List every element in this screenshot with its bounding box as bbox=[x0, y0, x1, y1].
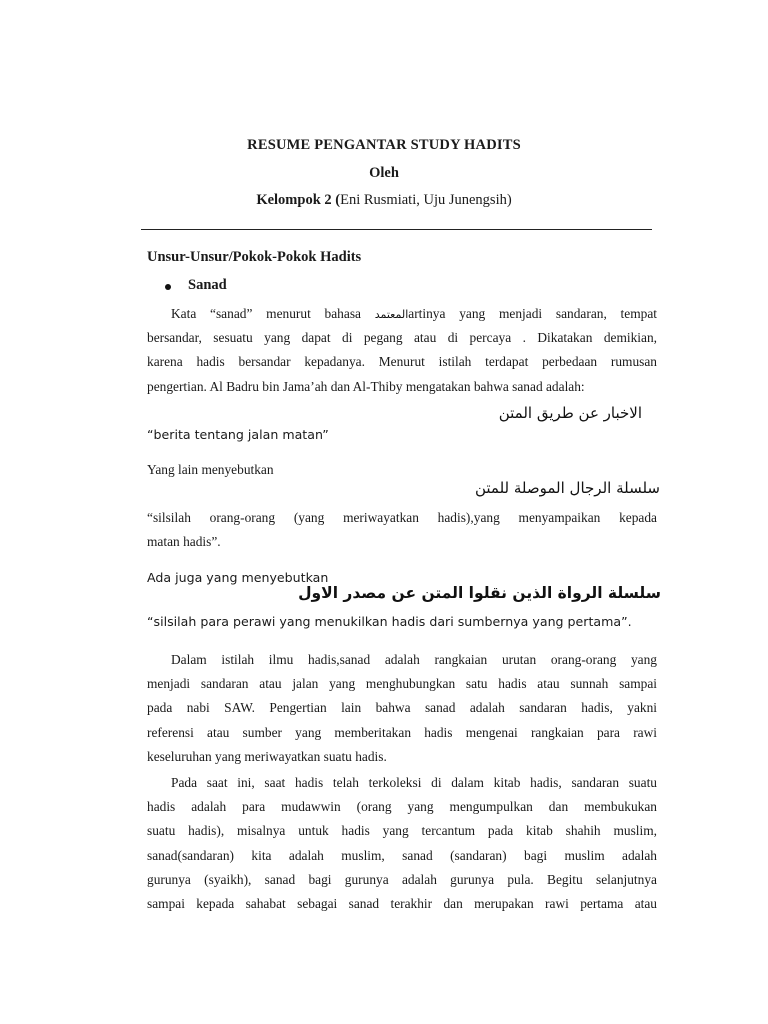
intro-definition-2: Yang lain menyebutkan bbox=[147, 462, 274, 477]
arabic-definition-1: الاخبار عن طريق المتن bbox=[498, 404, 642, 422]
intro-definition-3: Ada juga yang menyebutkan bbox=[147, 570, 329, 585]
translation-2 bbox=[147, 506, 657, 554]
author-label: Oleh bbox=[369, 165, 399, 181]
para2-line1: Dalam istilah ilmu hadis,sanad adalah rangkaian urutan orang-orang yang bbox=[171, 652, 657, 667]
para1-line3: karena hadis bersandar kepadanya. Menurut istilah terdapat perbedaan rumusan bbox=[147, 354, 657, 370]
translation-1: “berita tentang jalan matan” bbox=[147, 427, 329, 442]
translation-3: “silsilah para perawi yang menukilkan hadis dari sumbernya yang pertama”. bbox=[147, 614, 632, 629]
document-title: RESUME PENGANTAR STUDY HADITS bbox=[247, 137, 521, 153]
bullet-sanad: Sanad bbox=[188, 277, 227, 293]
arabic-inline-term: المعتمد bbox=[374, 308, 409, 321]
para2-line5: keseluruhan yang meriwayatkan suatu hadis. bbox=[147, 748, 387, 764]
para3-line4: sanad(sandaran) kita adalah muslim, sanad (sandaran) bagi muslim adalah bbox=[147, 847, 657, 863]
para1-line2: bersandar, sesuatu yang dapat di pegang atau di percaya . Dikatakan demikian, bbox=[147, 330, 657, 346]
group-members: Eni Rusmiati, Uju Junengsih) bbox=[340, 192, 512, 208]
arabic-definition-3: سلسلة الرواة الذين نقلوا المتن عن مصدر الاول bbox=[298, 584, 661, 602]
para3-line5: gurunya (syaikh), sanad bagi gurunya adalah gurunya pula. Begitu selanjutnya bbox=[147, 871, 657, 887]
para1-line4: pengertian. Al Badru bin Jama’ah dan Al-Thiby mengatakan bahwa sanad adalah: bbox=[147, 378, 585, 394]
bullet-icon bbox=[165, 284, 171, 290]
para2-line2: menjadi sandaran atau jalan yang menghubungkan satu hadis atau sunnah sampai bbox=[147, 676, 657, 692]
para2-line4: referensi atau sumber yang memberitakan hadis mengenai rangkaian para rawi bbox=[147, 724, 657, 740]
para3-line2: hadis adalah para mudawwin (orang yang mengumpulkan dan membukukan bbox=[147, 799, 657, 815]
paragraph-mudawwin bbox=[147, 771, 657, 916]
group-label: Kelompok 2 ( bbox=[256, 192, 341, 208]
paragraph-sanad-definition bbox=[147, 302, 657, 399]
para3-line1: Pada saat ini, saat hadis telah terkoleksi di dalam kitab hadis, sandaran suatu bbox=[171, 775, 657, 790]
para2-line3: pada nabi SAW. Pengertian lain bahwa sanad adalah sandaran hadis, yakni bbox=[147, 700, 657, 716]
group-line bbox=[0, 192, 768, 209]
paragraph-istilah bbox=[147, 648, 657, 769]
para3-line3: suatu hadis), misalnya untuk hadis yang tercantum pada kitab shahih muslim, bbox=[147, 823, 657, 839]
para3-line6: sampai kepada sahabat sebagai sanad terakhir dan merupakan rawi pertama atau bbox=[147, 895, 657, 911]
para1-line1: Kata “sanad” menurut bahasa المعتمدartinya yang menjadi sandaran, tempat bbox=[171, 306, 657, 321]
section-heading: Unsur-Unsur/Pokok-Pokok Hadits bbox=[147, 249, 362, 265]
translation-2-line1: “silsilah orang-orang (yang meriwayatkan hadis),yang menyampaikan kepada bbox=[147, 510, 657, 525]
arabic-definition-2: سلسلة الرجال الموصلة للمتن bbox=[474, 479, 660, 497]
translation-2-line2: matan hadis”. bbox=[147, 534, 221, 550]
header-divider bbox=[141, 229, 652, 230]
